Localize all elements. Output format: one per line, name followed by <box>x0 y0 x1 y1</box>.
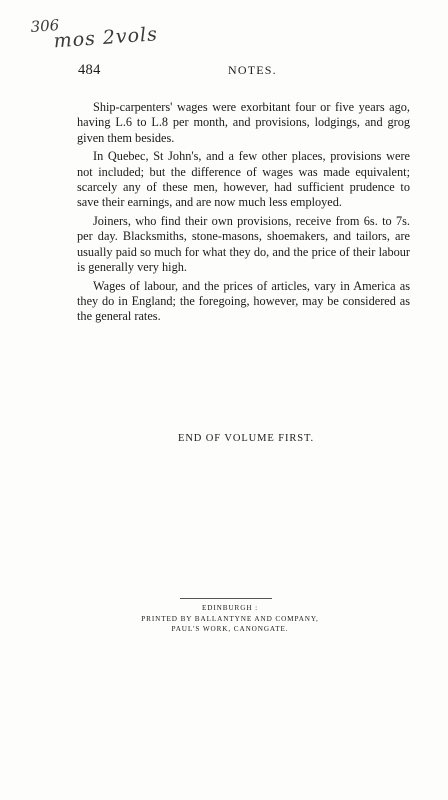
paragraph-quebec: In Quebec, St John's, and a few other places, provisions were not included; but the difference of wages was made equivalent; scarcely any of these men, however, had sufficient prudence to save their earnings, and are now much less employed. <box>77 149 410 210</box>
page-header <box>78 62 408 82</box>
running-title: NOTES. <box>228 63 277 77</box>
imprint-printer: PRINTED BY BALLANTYNE AND COMPANY, <box>141 614 319 623</box>
end-of-volume-line: END OF VOLUME FIRST. <box>178 433 315 444</box>
imprint-address: PAUL'S WORK, CANONGATE. <box>171 625 289 633</box>
imprint-divider <box>180 598 272 599</box>
annotation-number: 306 <box>30 16 60 36</box>
notes-body <box>77 100 410 328</box>
printer-imprint <box>140 603 320 635</box>
paragraph-wages-of-labour: Wages of labour, and the prices of articles, vary in America as they do in England; the foregoing, however, may be considered as the general rates. <box>77 278 410 324</box>
paragraph-joiners: Joiners, who find their own provisions, receive from 6s. to 7s. per day. Blacksmiths, stone-masons, shoemakers, and tailors, are usually paid so much for what they do, and the price of their labour is generally very high. <box>77 214 410 274</box>
handwritten-annotation <box>30 9 158 52</box>
imprint-city: EDINBURGH : <box>201 604 259 612</box>
page-number: 484 <box>78 62 101 78</box>
annotation-volumes: mos 2vols <box>52 23 159 53</box>
paragraph-ship-carpenters: Ship-carpenters' wages were exorbitant four or five years ago, having L.6 to L.8 per month, and provisions, lodgings, and grog given them besides. <box>77 100 410 145</box>
